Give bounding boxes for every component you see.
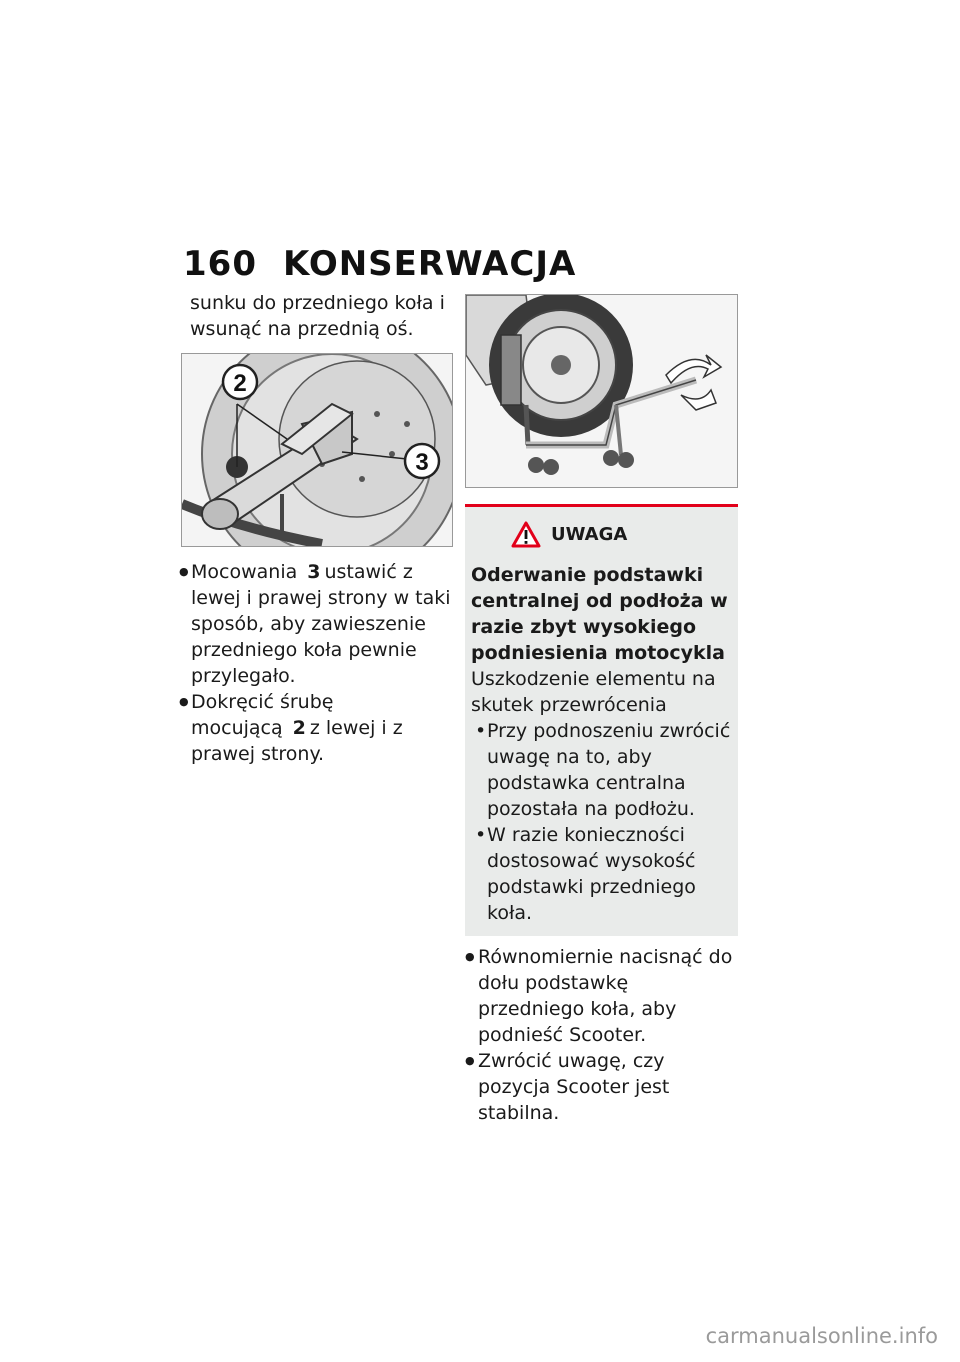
warning-item: • Przy podnoszeniu zwrócić uwagę na to, aby podstawka centralna pozostała na podłożu. — [469, 718, 734, 822]
page-header — [183, 244, 576, 284]
callout-2: 2 — [233, 370, 247, 397]
right-column — [465, 294, 738, 1126]
part-reference: 2 — [292, 717, 306, 739]
figure-front-axle-mount — [181, 353, 453, 547]
part-reference: 3 — [307, 561, 321, 583]
warning-header — [469, 521, 734, 548]
list-item — [181, 559, 453, 689]
warning-title: Oderwanie podstawki centralnej od podłoża w razie zbyt wysokiego podniesienia motocykla — [471, 564, 728, 664]
callout-3: 3 — [415, 449, 429, 476]
bullet-text: Dokręcić śrubę mocującą — [191, 691, 334, 739]
mount-illustration — [182, 354, 452, 546]
warning-triangle-icon — [511, 521, 541, 548]
warning-box — [465, 504, 738, 936]
left-column — [181, 290, 453, 767]
list-item — [181, 689, 453, 767]
page-title: KONSERWACJA — [283, 244, 577, 284]
figure-front-stand — [465, 294, 738, 488]
warning-item: • W razie konieczności dostosować wysokość podstawki przedniego koła. — [469, 822, 734, 926]
bullet-text: Mocowania — [191, 561, 298, 583]
warning-label: UWAGA — [551, 523, 628, 545]
stand-illustration — [466, 295, 737, 487]
page-number: 160 — [183, 244, 257, 284]
watermark-text: carmanualsonline.info — [705, 1324, 938, 1348]
warning-consequence: Uszkodzenie elementu na skutek przewrócenia — [471, 668, 716, 716]
bullet-text: ustawić z lewej i prawej strony w taki sposób, aby zawieszenie przedniego koła pewnie przylegało. — [191, 561, 451, 687]
list-item: ● Równomiernie nacisnąć do dołu podstawkę przedniego koła, aby podnieść Scooter. — [465, 944, 738, 1048]
intro-text: sunku do przedniego koła i wsunąć na przednią oś. — [190, 292, 445, 340]
list-item: ● Zwrócić uwagę, czy pozycja Scooter jest stabilna. — [465, 1048, 738, 1126]
bullet-text: z lewej i z prawej strony. — [191, 717, 403, 765]
